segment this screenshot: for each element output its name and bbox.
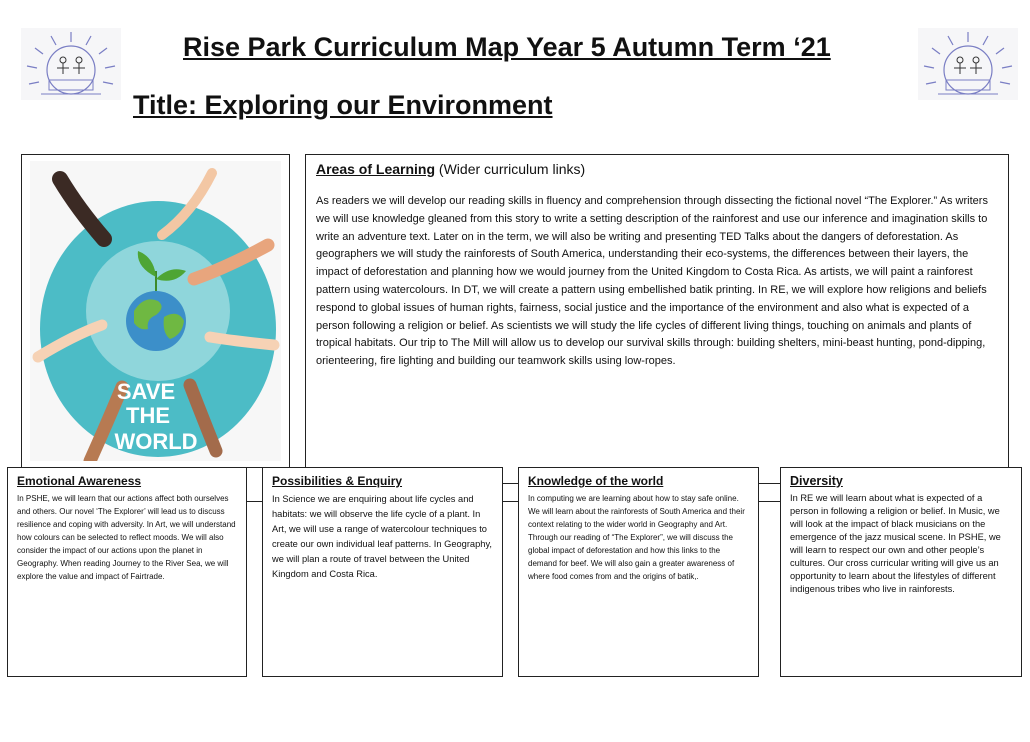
illustration-caption-save: SAVE [116, 379, 176, 404]
possibilities-enquiry-box [262, 467, 503, 677]
areas-of-learning-panel [305, 154, 1009, 484]
box-heading: Emotional Awareness [17, 474, 142, 488]
areas-of-learning-subtitle: (Wider curriculum links) [435, 161, 586, 177]
save-the-world-illustration [21, 154, 290, 468]
box-text: In Science we are enquiring about life cycles and habitats: we will observe the life cycle of a plant. In Art, we will use a range of watercolour techniques to create our own individual leaf patterns. In Geography, we will plan a route of travel between the United Kingdom and Costa Rica. [272, 494, 492, 579]
box-heading: Possibilities & Enquiry [272, 474, 403, 488]
box-heading: Diversity [790, 474, 843, 488]
school-logo-icon [918, 28, 1018, 100]
connector-line [503, 501, 518, 502]
box-text: In RE we will learn about what is expected of a person in following a religion or belief. In Music, we will look at the impact of black musicians on the emergence of the jazz musical scene. In PSHE, we will learn to respect our own and other people’s cultures. Our cross curricular writing will give us an opportunity to learn about the lifestyles of different indigenous tribes who live in rainforests. [790, 493, 1001, 594]
knowledge-of-the-world-box [518, 467, 759, 677]
areas-of-learning-heading [316, 161, 998, 177]
box-text: In computing we are learning about how to stay safe online. We will learn about the rainforests of South America and their context relating to the wider world in Geography and Art. Through our reading of “The Explorer”, we will discuss the global impact of deforestation and how this links to the demand for beef. We will also gain a greater awareness of where food comes from and the origins of batik,. [528, 494, 745, 581]
school-logo-right [918, 28, 1018, 100]
emotional-awareness-box [7, 467, 247, 677]
topic-title: Title: Exploring our Environment [133, 90, 553, 120]
school-logo-left [21, 28, 121, 100]
connector-line [759, 501, 780, 502]
earth-icon [126, 291, 186, 351]
illustration-caption-the: THE [126, 403, 170, 428]
areas-of-learning-title: Areas of Learning [316, 161, 436, 177]
box-heading: Knowledge of the world [528, 474, 664, 488]
diversity-box [780, 467, 1022, 677]
school-logo-icon [21, 28, 121, 100]
connector-line [247, 501, 262, 502]
areas-of-learning-text: As readers we will develop our reading skills in fluency and comprehension through dissecting the fictional novel “The Explorer.” As writers we will use knowledge gleaned from this story to write a setting description of the rainforest and use our inference and imagination skills to write an adventure text. Later on in the term, we will also be writing and presenting TED Talks about the dangers of deforestation. As geographers we will study the rainforests of South America, understanding their eco-systems, the differences between their layers, the impact of deforestation and planning how we would journey from the United Kingdom to Costa Rica. As artists, we will paint a rainforest pattern using watercolours. In DT, we will create a pattern using embellished batik printing. In RE, we will explore how religions and beliefs respond to global issues of human rights, fairness, social justice and the importance of the environment and also what is expected of a person following a religion or belief. As scientists we will study the life cycles of different living things, touching on animals and plants of tropical habitats. Our trip to The Mill will allow us to develop our survival skills through: building shelters, mini-beast hunting, pond-dipping, orienteering, fire lighting and building our teamwork skills using low-ropes. [316, 195, 988, 368]
save-the-world-image [30, 161, 281, 461]
illustration-caption-world: WORLD [114, 429, 198, 454]
box-text: In PSHE, we will learn that our actions affect both ourselves and others. Our novel ‘The Explorer’ will lead us to discuss resilience and coping with adversity. In Art, we will understand how colours can be selected to reflect moods. We will also consider the impact of our actions upon the planet in Geography. When reading Journey to the River Sea, we will explore the value and impact of Fairtrade. [17, 494, 236, 581]
page-title: Rise Park Curriculum Map Year 5 Autumn Term ‘21 [183, 32, 831, 62]
